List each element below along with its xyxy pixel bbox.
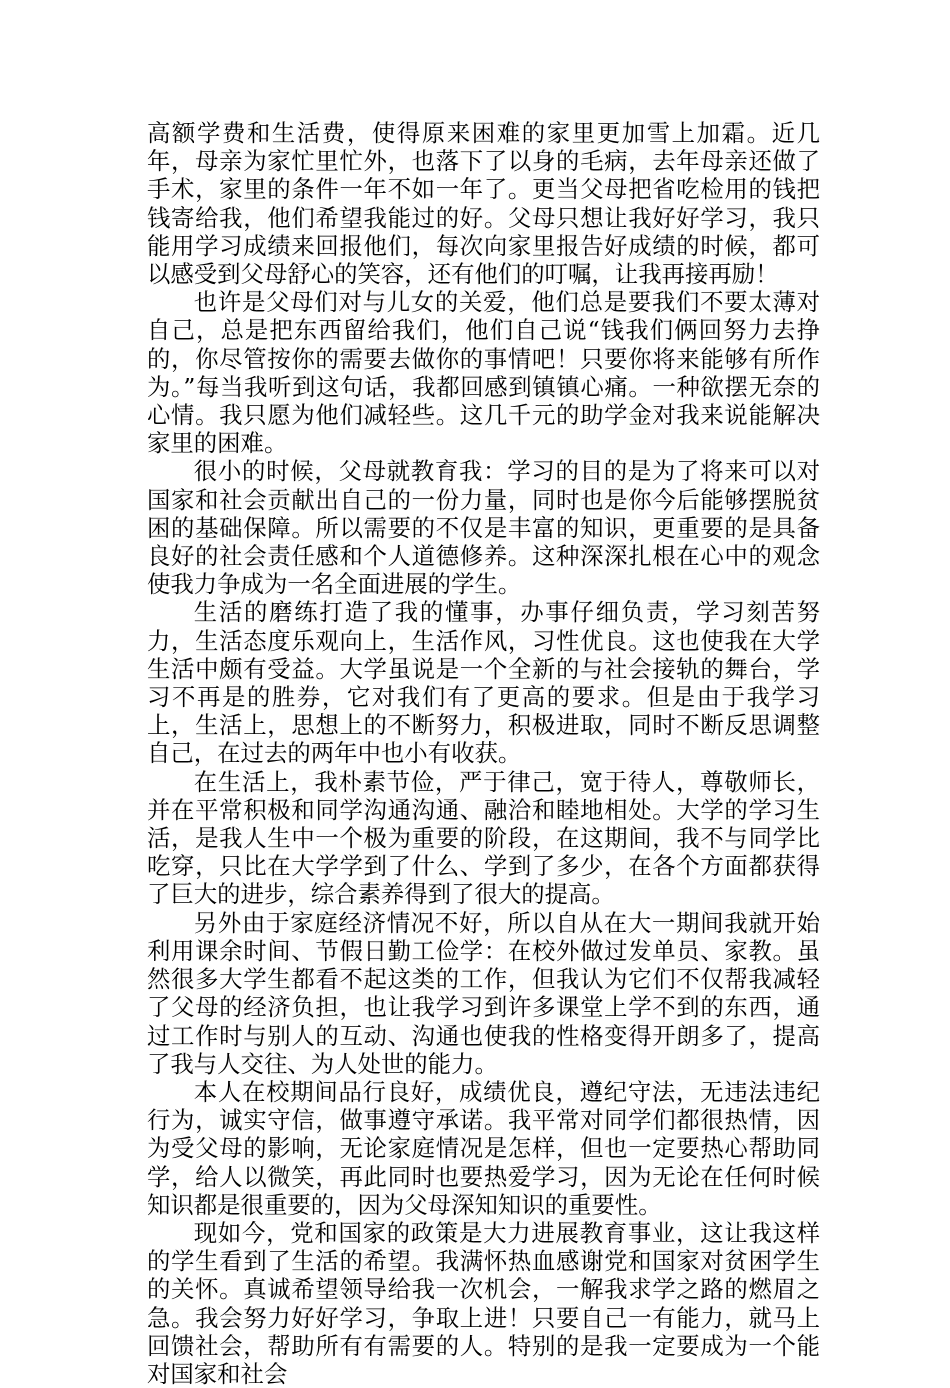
paragraph-gratitude: 现如今，党和国家的政策是大力进展教育事业，这让我这样的学生看到了生活的希望。我满怀热血感谢党和国家对贫困学生的关怀。真诚希望领导给我一次机会，一解我求学之路的燃眉之急。我会努力好好学习，争取上进！只要自己一有能力，就马上回馈社会，帮助所有有需要的人。特别的是我一定要成为一个能对国家和社会 (147, 1218, 820, 1388)
paragraph-conduct: 本人在校期间品行良好，成绩优良，遵纪守法，无违法违纪行为，诚实守信，做事遵守承诺。我平常对同学们都很热情，因为受父母的影响，无论家庭情况是怎样，但也一定要热心帮助同学，给人以微笑，再此同时也要热爱学习，因为无论在任何时候知识都是很重要的，因为父母深知知识的重要性。 (147, 1077, 820, 1219)
paragraph-childhood-education: 很小的时候，父母就教育我：学习的目的是为了将来可以对国家和社会贡献出自己的一份力量，同时也是你今后能够摆脱贫困的基础保障。所以需要的不仅是丰富的知识，更重要的是具备良好的社会责任感和个人道德修养。这种深深扎根在心中的观念使我力争成为一名全面进展的学生。 (147, 457, 820, 599)
paragraph-parents-care: 也许是父母们对与儿女的关爱，他们总是要我们不要太薄对自己，总是把东西留给我们，他们自己说“钱我们俩回努力去挣的，你尽管按你的需要去做你的事情吧！只要你将来能够有所作为。”每当我听到这句话，我都回感到镇镇心痛。一种欲摆无奈的心情。我只愿为他们减轻些。这几千元的助学金对我来说能解决家里的困难。 (147, 288, 820, 458)
paragraph-work-study: 另外由于家庭经济情况不好，所以自从在大一期间我就开始利用课余时间、节假日勤工俭学：在校外做过发单员、家教。虽然很多大学生都看不起这类的工作，但我认为它们不仅帮我减轻了父母的经济负担，也让我学习到许多课堂上学不到的东西，通过工作时与别人的互动、沟通也使我的性格变得开朗多了，提高了我与人交往、为人处世的能力。 (147, 908, 820, 1078)
document-body (147, 119, 820, 1388)
paragraph-life-experience: 生活的磨练打造了我的懂事，办事仔细负责，学习刻苦努力，生活态度乐观向上，生活作风，习性优良。这也使我在大学生活中颇有受益。大学虽说是一个全新的与社会接轨的舞台，学习不再是的胜券，它对我们有了更高的要求。但是由于我学习上，生活上，思想上的不断努力，积极进取，同时不断反思调整自己，在过去的两年中也小有收获。 (147, 598, 820, 768)
paragraph-daily-life: 在生活上，我朴素节俭，严于律己，宽于待人，尊敬师长，并在平常积极和同学沟通沟通、融洽和睦地相处。大学的学习生活，是我人生中一个极为重要的阶段，在这期间，我不与同学比吃穿，只比在大学学到了什么、学到了多少，在各个方面都获得了巨大的进步，综合素养得到了很大的提高。 (147, 767, 820, 909)
paragraph-tuition-burden: 高额学费和生活费，使得原来困难的家里更加雪上加霜。近几年，母亲为家忙里忙外，也落下了以身的毛病，去年母亲还做了手术，家里的条件一年不如一年了。更当父母把省吃检用的钱把钱寄给我，他们希望我能过的好。父母只想让我好好学习，我只能用学习成绩来回报他们，每次向家里报告好成绩的时候，都可以感受到父母舒心的笑容，还有他们的叮嘱，让我再接再励！ (147, 119, 820, 289)
